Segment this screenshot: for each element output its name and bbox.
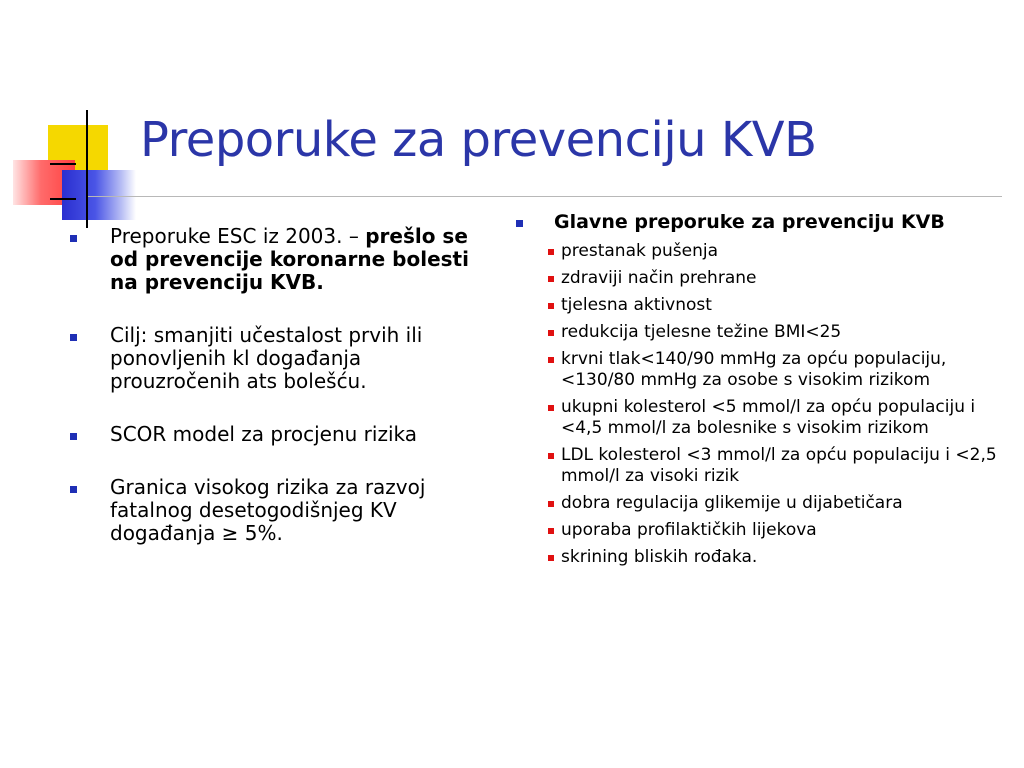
red-square-bullet-icon: [548, 249, 554, 255]
left-column: [70, 225, 470, 575]
right-heading-item: [516, 211, 1006, 233]
left-bullet-item: [70, 476, 470, 545]
right-heading: Glavne preporuke za prevenciju KVB: [554, 211, 945, 233]
square-bullet-icon: [516, 220, 523, 227]
sub-bullet-item: [516, 241, 1006, 262]
title-underline-rule: [88, 196, 1002, 197]
logo-vertical-line: [86, 110, 88, 228]
red-square-bullet-icon: [548, 303, 554, 309]
red-square-bullet-icon: [548, 528, 554, 534]
red-square-bullet-icon: [548, 276, 554, 282]
sub-bullet-text: prestanak pušenja: [561, 241, 719, 261]
sub-bullet-item: [516, 322, 1006, 343]
sub-bullet-item: [516, 547, 1006, 568]
left-bullet-item: [70, 423, 470, 446]
red-square-bullet-icon: [548, 357, 554, 363]
right-column: [516, 211, 1006, 574]
sub-bullet-item: [516, 520, 1006, 541]
sub-bullet-text: redukcija tjelesne težine BMI<25: [561, 322, 842, 342]
left-bullet-item: [70, 324, 470, 393]
bullet-text-bold: prešlo se od prevencije koronarne bolesti na prevenciju KVB.: [110, 224, 469, 294]
red-square-bullet-icon: [548, 555, 554, 561]
logo-blue-gradient-block: [62, 170, 136, 220]
red-square-bullet-icon: [548, 501, 554, 507]
sub-bullet-item: [516, 397, 1006, 439]
sub-bullet-item: [516, 349, 1006, 391]
bullet-text: Cilj: smanjiti učestalost prvih ili ponovljenih kl događanja prouzročenih ats bolešću.: [110, 323, 423, 393]
square-bullet-icon: [70, 235, 77, 242]
sub-bullet-text: uporaba profilaktičkih lijekova: [561, 520, 817, 540]
square-bullet-icon: [70, 486, 77, 493]
sub-bullet-text: tjelesna aktivnost: [561, 295, 712, 315]
bullet-text: Preporuke ESC iz 2003. –: [110, 224, 366, 248]
sub-bullet-item: [516, 445, 1006, 487]
sub-bullet-text: ukupni kolesterol <5 mmol/l za opću populaciju i <4,5 mmol/l za bolesnike s visokim rizikom: [561, 397, 976, 438]
bullet-text: SCOR model za procjenu rizika: [110, 422, 418, 446]
right-bullet-list: [516, 211, 1006, 233]
square-bullet-icon: [70, 433, 77, 440]
sub-bullet-text: zdraviji način prehrane: [561, 268, 757, 288]
sub-bullet-list: [516, 241, 1006, 568]
sub-bullet-text: krvni tlak<140/90 mmHg za opću populaciju, <130/80 mmHg za osobe s visokim rizikom: [561, 349, 947, 390]
bullet-text: Granica visokog rizika za razvoj fatalnog desetogodišnjeg KV događanja ≥ 5%.: [110, 475, 426, 545]
red-square-bullet-icon: [548, 453, 554, 459]
sub-bullet-item: [516, 268, 1006, 289]
sub-bullet-text: skrining bliskih rođaka.: [561, 547, 758, 567]
sub-bullet-item: [516, 493, 1006, 514]
left-bullet-list: [70, 225, 470, 545]
red-square-bullet-icon: [548, 405, 554, 411]
logo-horizontal-line-top: [50, 163, 76, 165]
red-square-bullet-icon: [548, 330, 554, 336]
square-bullet-icon: [70, 334, 77, 341]
logo-horizontal-line-bottom: [50, 198, 76, 200]
slide-title: Preporuke za prevenciju KVB: [140, 112, 817, 168]
left-bullet-item: [70, 225, 470, 294]
sub-bullet-item: [516, 295, 1006, 316]
sub-bullet-text: dobra regulacija glikemije u dijabetičara: [561, 493, 903, 513]
sub-bullet-text: LDL kolesterol <3 mmol/l za opću populaciju i <2,5 mmol/l za visoki rizik: [561, 445, 997, 486]
